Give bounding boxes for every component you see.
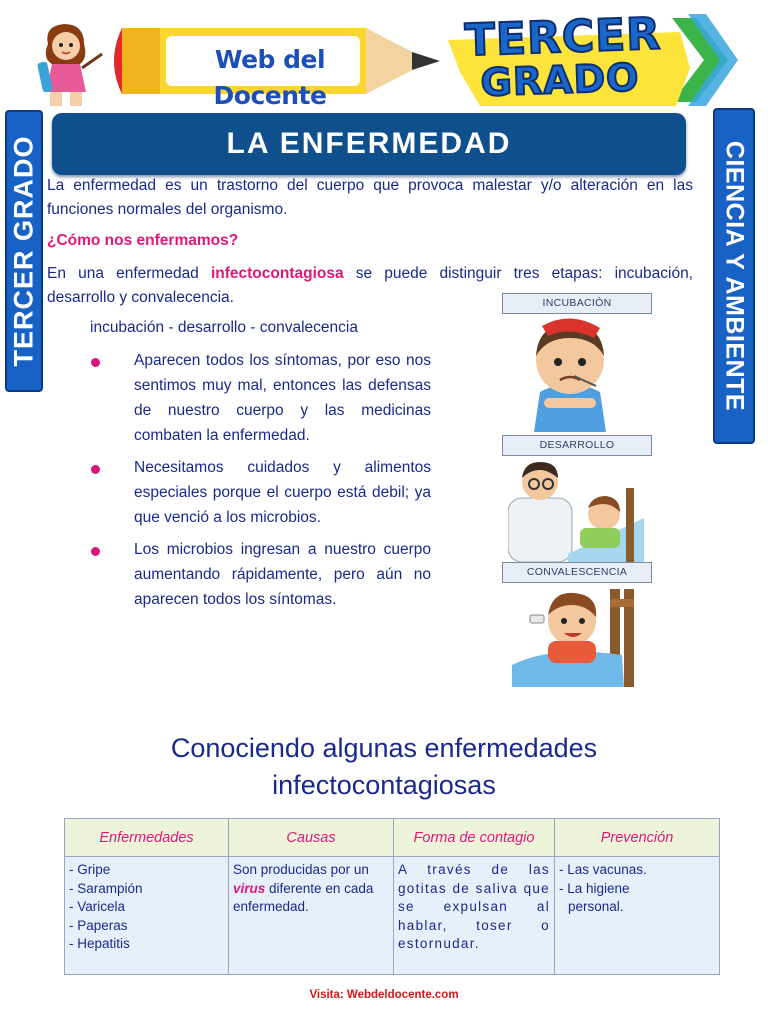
grade-title-line1: TERCER [464, 8, 662, 67]
disease-item: - Varicela [69, 899, 126, 914]
bullet-text: Aparecen todos los síntomas, por eso nos sentimos muy mal, entonces las defensas de nuestro cuerpo y las medicinas combaten la enfermedad. [134, 352, 431, 444]
prevention-item: - La higiene [559, 880, 630, 896]
side-tag-subject-text: CIENCIA Y AMBIENTE [720, 140, 749, 412]
section-title-line1: Conociendo algunas enfermedades [170, 733, 598, 763]
col-header-forma-contagio: Forma de contagio [394, 819, 555, 857]
col-header-causas: Causas [229, 819, 394, 857]
stages-sequence: incubación - desarrollo - convalecencia [90, 319, 358, 336]
disease-item: - Paperas [69, 917, 128, 933]
cell-prevention [555, 857, 720, 975]
col-header-enfermedades: Enfermedades [65, 819, 229, 857]
side-tag-subject [713, 108, 755, 444]
section-title-line2: infectocontagiosas [272, 770, 496, 800]
stage-bullet-list [86, 348, 431, 612]
intro-paragraph: La enfermedad es un trastorno del cuerpo que provoca malestar y/o alteración en las funciones normales del organismo. [47, 177, 693, 218]
cell-diseases [65, 857, 229, 975]
page-title: LA ENFERMEDAD [52, 113, 686, 175]
brand-name: Web del Docente [213, 45, 327, 110]
bullet-text: Necesitamos cuidados y alimentos especiales porque el cuerpo está debil; ya que venció a los microbios. [134, 459, 431, 526]
disease-item: - Hepatitis [69, 936, 130, 951]
highlight-infectocontagiosa: infectocontagiosa [210, 265, 344, 282]
teacher-illustration [30, 18, 106, 110]
footer-link[interactable]: Visita: Webdeldocente.com [309, 989, 459, 1001]
bullet-dot-icon [91, 358, 100, 367]
bullet-text: Los microbios ingresan a nuestro cuerpo aumentando rápidamente, pero aún no aparecen todos los síntomas. [134, 541, 431, 608]
causes-text-after: diferente en cada enfermedad. [233, 880, 374, 914]
stage-label-convalecencia: CONVALESCENCIA [502, 562, 652, 583]
table-header-row [65, 819, 720, 857]
bullet-dot-icon [91, 547, 100, 556]
cell-causes [229, 857, 394, 975]
grade-title-line2: GRADO [479, 55, 641, 105]
section-title [100, 730, 668, 804]
list-item [86, 537, 431, 612]
cell-contagion: A través de las gotitas de saliva que se expulsan al hablar, toser o estornudar. [394, 857, 555, 975]
diseases-table [64, 818, 720, 975]
causes-text-before: Son producidas por un [233, 862, 369, 877]
prevention-item: - Las vacunas. [559, 862, 647, 877]
stage-label-incubacion: INCUBACIÓN [502, 293, 652, 314]
stages-text-after: se puede distinguir tres etapas: incubación, desarrollo y convalecencia. [47, 265, 693, 306]
disease-item: - Sarampión [69, 880, 143, 896]
col-header-prevencion: Prevención [555, 819, 720, 857]
highlight-virus: virus [233, 880, 266, 896]
prevention-item: personal. [568, 899, 624, 914]
side-tag-grade-text: TERCER GRADO [8, 135, 39, 367]
doctor-visit-illustration [508, 458, 644, 562]
stage-label-desarrollo: DESARROLLO [502, 435, 652, 456]
stages-text-before: En una enfermedad [47, 265, 211, 282]
table-row [65, 857, 720, 975]
sick-child-illustration [514, 316, 626, 434]
list-item [86, 348, 431, 448]
disease-item: - Gripe [69, 862, 111, 877]
list-item [86, 455, 431, 530]
question-heading: ¿Cómo nos enfermamos? [47, 232, 239, 249]
bullet-dot-icon [91, 465, 100, 474]
side-tag-grade [5, 110, 43, 392]
recovering-child-illustration [512, 585, 640, 687]
